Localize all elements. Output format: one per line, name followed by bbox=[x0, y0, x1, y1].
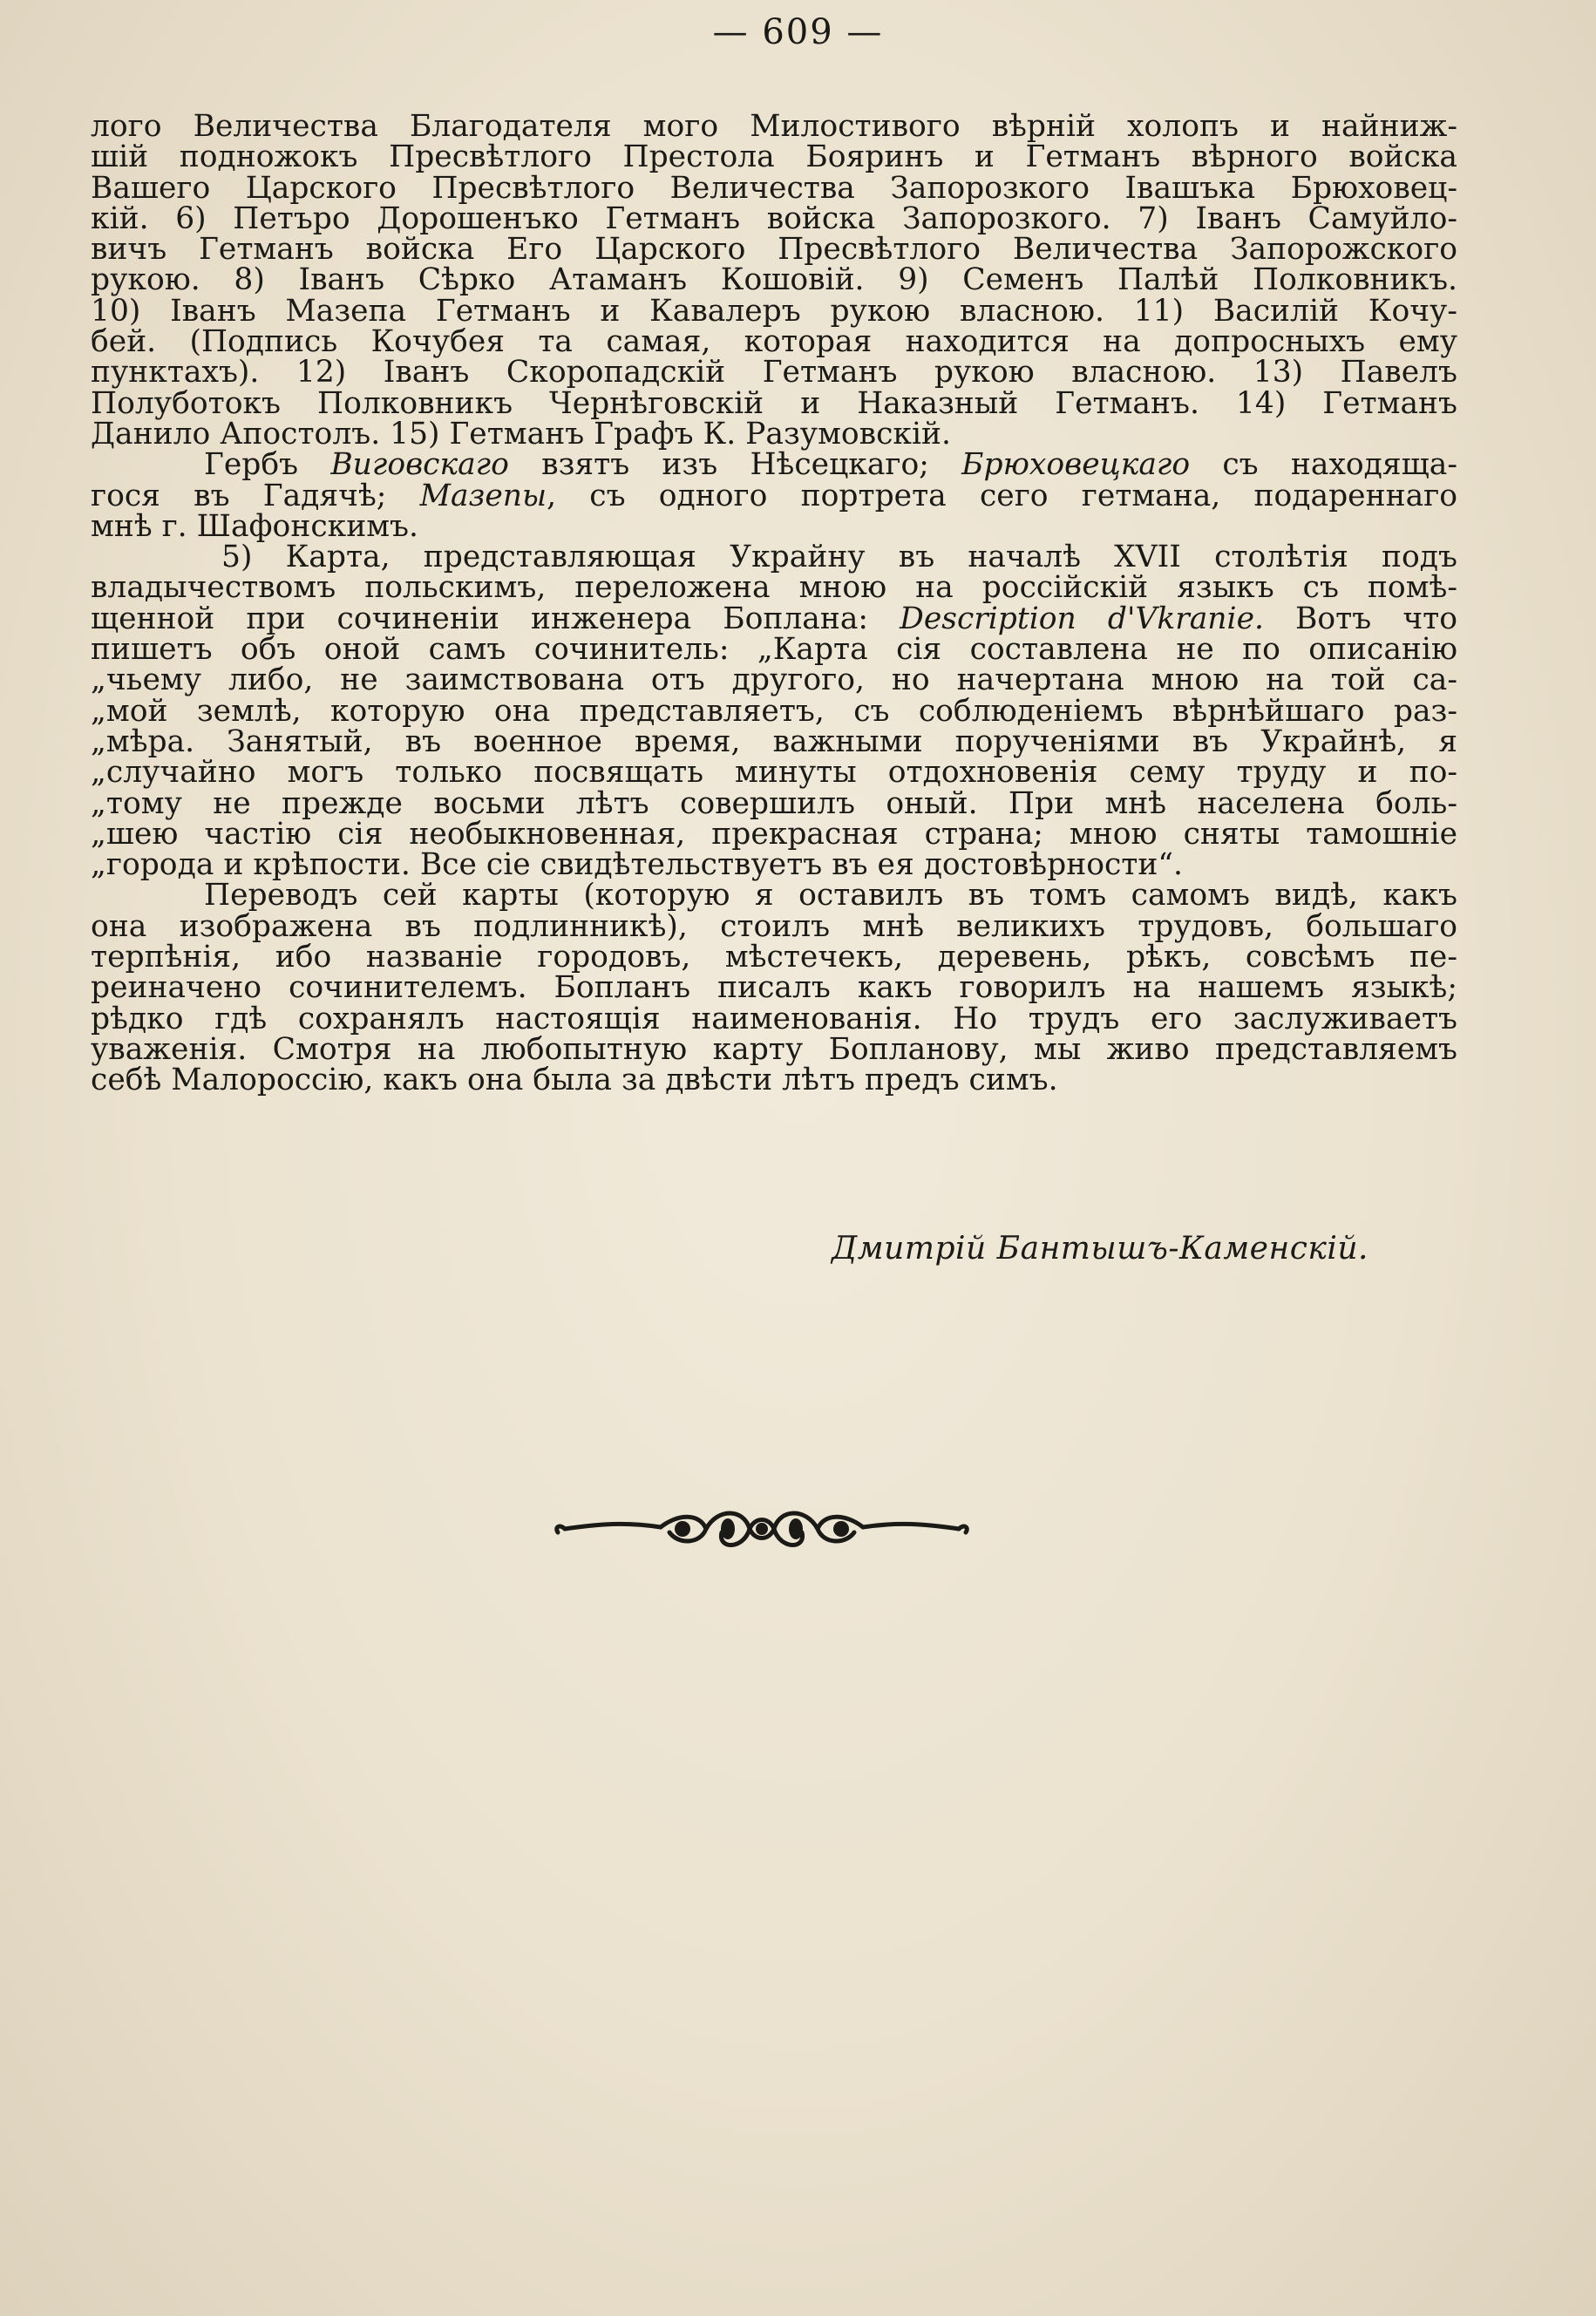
text-line: себѣ Малороссію, какъ она была за двѣсти лѣтъ предъ симъ. bbox=[91, 1063, 1058, 1098]
text-line: Данило Апостолъ. 15) Гетманъ Графъ К. Разумовскій. bbox=[91, 416, 951, 452]
italic-title: Description d'Vkranie. bbox=[900, 601, 1264, 636]
text-line: 5) Карта, представляющая Украйну въ началѣ XVII столѣтія подъ bbox=[221, 540, 1457, 575]
text-run: гося въ Гадячѣ; bbox=[91, 478, 420, 513]
text-line: „шею частію сія необыкновенная, прекрасная страна; мною сняты тамошніе bbox=[91, 816, 1457, 852]
text-line: владычествомъ польскимъ, переложена мною на россійскій языкъ съ помѣ- bbox=[91, 570, 1457, 606]
text-line: Переводъ сей карты (которую я оставилъ въ томъ самомъ видѣ, какъ bbox=[204, 878, 1457, 913]
text-line: мнѣ г. Шафонскимъ. bbox=[91, 508, 418, 544]
text-line bbox=[91, 601, 1457, 636]
text-line: лого Величества Благодателя мого Милостивого вѣрній холопъ и найниж- bbox=[91, 109, 1457, 144]
text-line: „мѣра. Занятый, въ военное время, важными порученіями въ Украйнѣ, я bbox=[91, 723, 1457, 759]
text-line: вичъ Гетманъ войска Его Царского Пресвѣтлого Величества Запорожского bbox=[91, 232, 1457, 268]
text-line: „города и крѣпости. Все сіе свидѣтельствуетъ въ ея достовѣрности“. bbox=[91, 847, 1183, 883]
text-line: „случайно могъ только посвящать минуты отдохновенія сему труду и по- bbox=[91, 755, 1457, 791]
text-line: „чьему либо, не заимствована отъ другого, но начертана мною на той са- bbox=[91, 662, 1457, 698]
text-run: щенной при сочиненіи инженера Боплана: bbox=[91, 601, 900, 636]
text-line bbox=[91, 478, 1457, 513]
text-line: она изображена въ подлинникѣ), стоилъ мнѣ великихъ трудовъ, большаго bbox=[91, 908, 1457, 944]
text-run: , съ одного портрета сего гетмана, подареннаго bbox=[547, 478, 1457, 513]
text-line: рукою. 8) Іванъ Сѣрко Атаманъ Кошовій. 9) Семенъ Палѣй Полковникъ. bbox=[91, 262, 1457, 298]
text-line bbox=[91, 447, 1457, 483]
text-line: Полуботокъ Полковникъ Чернѣговскій и Наказный Гетманъ. 14) Гетманъ bbox=[91, 385, 1457, 421]
text-line: пишетъ объ оной самъ сочинитель: „Карта сія составлена не по описанію bbox=[91, 632, 1457, 668]
page-number: — 609 — bbox=[712, 12, 884, 52]
decorative-scroll-ornament bbox=[547, 1498, 976, 1560]
body-text bbox=[91, 109, 1457, 1098]
italic-name: Брюховецкаго bbox=[961, 447, 1191, 483]
text-line: рѣдко гдѣ сохранялъ настоящія наименованія. Но трудъ его заслуживаетъ bbox=[91, 1001, 1457, 1036]
text-run: Вотъ что bbox=[1263, 601, 1457, 636]
text-line: шій подножокъ Пресвѣтлого Престола Бояринъ и Гетманъ вѣрного войска bbox=[91, 139, 1457, 175]
text-run: съ находяща- bbox=[1190, 447, 1457, 483]
text-line: реиначено сочинителемъ. Бопланъ писалъ какъ говорилъ на нашемъ языкѣ; bbox=[91, 970, 1457, 1006]
text-line: терпѣнія, ибо названіе городовъ, мѣстечекъ, деревень, рѣкъ, совсѣмъ пе- bbox=[91, 940, 1457, 975]
text-line: 10) Іванъ Мазепа Гетманъ и Кавалеръ рукою власною. 11) Василій Кочу- bbox=[91, 293, 1457, 329]
text-line: Вашего Царского Пресвѣтлого Величества Запорозкого Івашъка Брюховец- bbox=[91, 170, 1457, 206]
text-line: „мой землѣ, которую она представляетъ, съ соблюденіемъ вѣрнѣйшаго раз- bbox=[91, 693, 1457, 729]
text-line: „тому не прежде восьми лѣтъ совершилъ оный. При мнѣ населена боль- bbox=[91, 785, 1457, 821]
text-line: уваженія. Смотря на любопытную карту Бопланову, мы живо представляемъ bbox=[91, 1031, 1457, 1067]
author-signature: Дмитрій Бантышъ-Каменскій. bbox=[832, 1231, 1368, 1267]
text-run: взятъ изъ Нѣсецкаго; bbox=[508, 447, 962, 483]
italic-name: Мазепы bbox=[419, 478, 547, 513]
text-line: пунктахъ). 12) Іванъ Скоропадскій Гетманъ рукою власною. 13) Павелъ bbox=[91, 355, 1457, 391]
italic-name: Виговскаго bbox=[330, 447, 509, 483]
text-line: кій. 6) Петъро Дорошенъко Гетманъ войска Запорозкого. 7) Іванъ Самуйло- bbox=[91, 200, 1457, 236]
text-line: бей. (Подпись Кочубея та самая, которая находится на допросныхъ ему bbox=[91, 324, 1457, 360]
text-run: Гербъ bbox=[204, 447, 331, 483]
